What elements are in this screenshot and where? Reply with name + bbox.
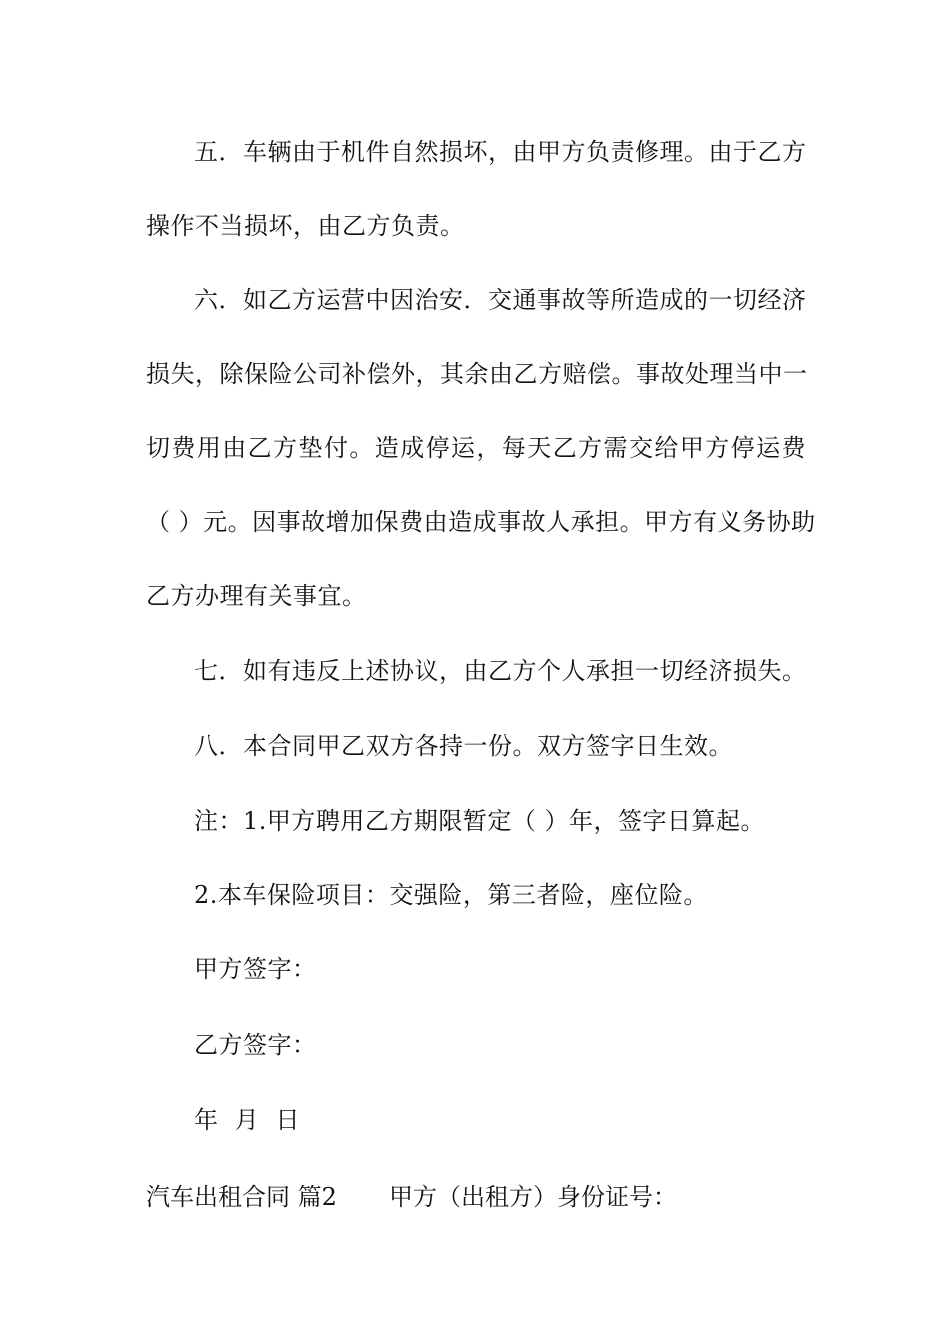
clause-6-line-4: （ ）元。因事故增加保费由造成事故人承担。甲方有义务协助 bbox=[146, 508, 816, 536]
note-2: 2.本车保险项目：交强险，第三者险，座位险。 bbox=[194, 881, 708, 909]
signature-date: 年 月 日 bbox=[194, 1106, 301, 1134]
note-1: 注：1.甲方聘用乙方期限暂定（ ）年，签字日算起。 bbox=[194, 807, 766, 835]
party-a-signature-label: 甲方签字： bbox=[194, 955, 317, 983]
clause-5-line-2: 操作不当损坏，由乙方负责。 bbox=[146, 212, 465, 240]
clause-6-line-1: 六．如乙方运营中因治安．交通事故等所造成的一切经济 bbox=[194, 286, 807, 314]
contract-title: 汽车出租合同 篇2 bbox=[146, 1183, 337, 1211]
clause-6-line-3: 切费用由乙方垫付。造成停运，每天乙方需交给甲方停运费 bbox=[146, 434, 806, 462]
next-contract-heading-row bbox=[146, 1182, 806, 1212]
clause-8: 八．本合同甲乙双方各持一份。双方签字日生效。 bbox=[194, 732, 733, 760]
clause-5-line-1: 五．车辆由于机件自然损坏，由甲方负责修理。由于乙方 bbox=[194, 138, 807, 166]
party-b-signature-label: 乙方签字： bbox=[194, 1031, 317, 1059]
clause-7: 七．如有违反上述协议，由乙方个人承担一切经济损失。 bbox=[194, 657, 807, 685]
clause-6-line-5: 乙方办理有关事宜。 bbox=[146, 582, 367, 610]
clause-6-line-2: 损失，除保险公司补偿外，其余由乙方赔偿。事故处理当中一 bbox=[146, 360, 808, 388]
party-a-id-label: 甲方（出租方）身份证号： bbox=[389, 1183, 677, 1211]
